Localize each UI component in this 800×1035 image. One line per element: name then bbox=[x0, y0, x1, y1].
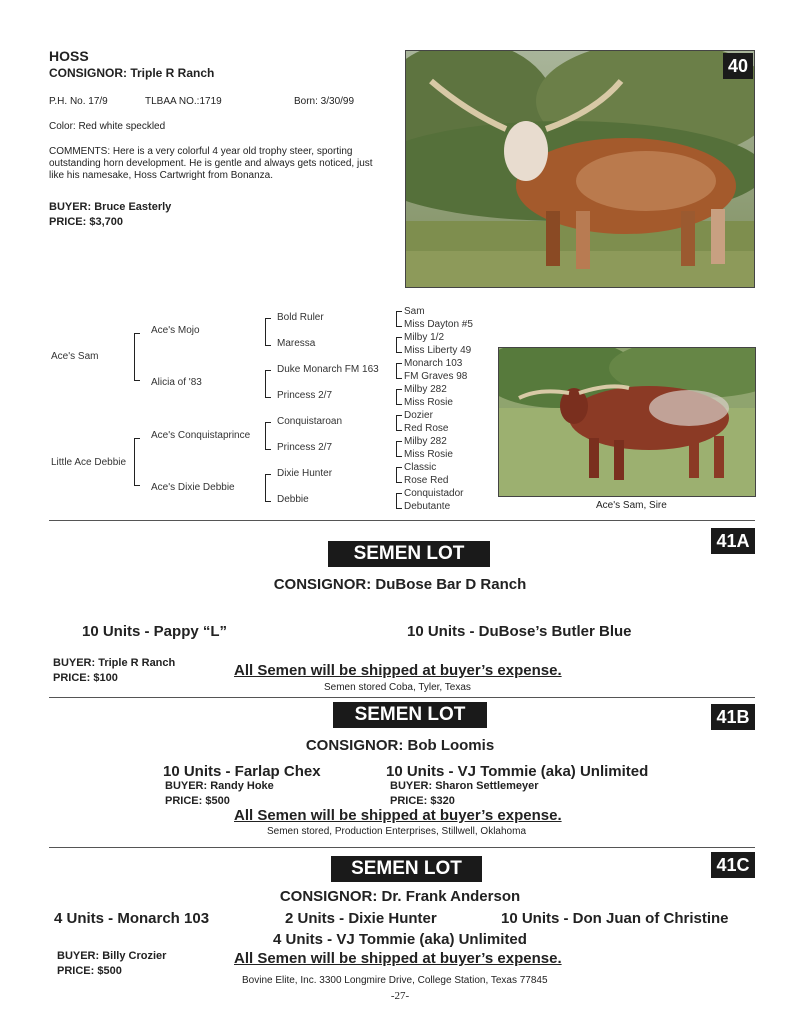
lot-number-badge: 40 bbox=[723, 53, 753, 79]
color-line: Color: Red white speckled bbox=[49, 121, 166, 132]
page-number: -27- bbox=[390, 990, 410, 1002]
pedigree-gen3: Debbie bbox=[277, 494, 309, 505]
semen-item: 10 Units - Don Juan of Christine bbox=[501, 910, 729, 927]
pedigree-gen3: Bold Ruler bbox=[277, 312, 324, 323]
shipping-note: All Semen will be shipped at buyer’s expense. bbox=[234, 807, 562, 824]
storage-note: Bovine Elite, Inc. 3300 Longmire Drive, College Station, Texas 77845 bbox=[242, 975, 548, 986]
pedigree-gen3: Princess 2/7 bbox=[277, 442, 333, 453]
shipping-note: All Semen will be shipped at buyer’s expense. bbox=[234, 950, 562, 967]
buyer: BUYER: Triple R Ranch bbox=[53, 657, 176, 669]
pedigree-bracket bbox=[265, 318, 271, 346]
shipping-note: All Semen will be shipped at buyer’s expense. bbox=[234, 662, 562, 679]
pedigree-gen2: Alicia of '83 bbox=[151, 377, 202, 388]
lot-consignor: CONSIGNOR: DuBose Bar D Ranch bbox=[273, 576, 527, 593]
ph-number: P.H. No. 17/9 bbox=[49, 96, 108, 107]
pedigree-bracket bbox=[396, 389, 402, 405]
pedigree-gen3: Conquistaroan bbox=[277, 416, 343, 427]
lot-consignor: CONSIGNOR: Dr. Frank Anderson bbox=[279, 888, 521, 905]
semen-item: 10 Units - VJ Tommie (aka) Unlimited bbox=[386, 763, 649, 780]
storage-note: Semen stored, Production Enterprises, Stillwell, Oklahoma bbox=[267, 826, 527, 837]
pedigree-gen3: Princess 2/7 bbox=[277, 390, 333, 401]
pedigree-bracket bbox=[396, 311, 402, 327]
comments-line: outstanding horn development. He is gentle and always gets noticed, just bbox=[49, 158, 373, 169]
storage-note: Semen stored Coba, Tyler, Texas bbox=[324, 682, 471, 693]
pedigree-gen4: Milby 282 bbox=[404, 384, 447, 395]
pedigree-gen4: Classic bbox=[404, 462, 437, 473]
pedigree-gen4: Conquistador bbox=[404, 488, 464, 499]
price: PRICE: $320 bbox=[390, 795, 455, 807]
sire-caption: Ace's Sam, Sire bbox=[596, 500, 667, 511]
semen-lot-title: SEMEN LOT bbox=[331, 856, 482, 882]
pedigree-gen4: Miss Rosie bbox=[404, 449, 453, 460]
pedigree-bracket bbox=[134, 333, 140, 381]
buyer: BUYER: Billy Crozier bbox=[57, 950, 167, 962]
pedigree-gen4: Miss Dayton #5 bbox=[404, 319, 473, 330]
comments-line: COMMENTS: Here is a very colorful 4 year old trophy steer, sporting bbox=[49, 146, 353, 157]
comments-line: like his namesake, Hoss Cartwright from Bonanza. bbox=[49, 170, 273, 181]
semen-item: 10 Units - DuBose’s Butler Blue bbox=[407, 623, 632, 640]
buyer: BUYER: Bruce Easterly bbox=[49, 201, 172, 213]
pedigree-gen4: FM Graves 98 bbox=[404, 371, 468, 382]
pedigree-gen2: Ace's Mojo bbox=[151, 325, 200, 336]
pedigree-bracket bbox=[265, 370, 271, 398]
pedigree-gen4: Red Rose bbox=[404, 423, 449, 434]
pedigree-gen4: Dozier bbox=[404, 410, 433, 421]
pedigree-gen4: Monarch 103 bbox=[404, 358, 463, 369]
buyer: BUYER: Sharon Settlemeyer bbox=[390, 780, 539, 792]
pedigree-gen2: Ace's Conquistaprince bbox=[151, 430, 251, 441]
divider bbox=[49, 697, 755, 698]
lot-name: HOSS bbox=[49, 48, 89, 64]
pedigree-bracket bbox=[396, 467, 402, 483]
lot-consignor: CONSIGNOR: Bob Loomis bbox=[305, 737, 495, 754]
steer-photo bbox=[405, 50, 755, 288]
lot-number-badge: 41B bbox=[711, 704, 755, 730]
pedigree-dam: Little Ace Debbie bbox=[51, 457, 127, 468]
pedigree-gen4: Debutante bbox=[404, 501, 451, 512]
semen-item: 10 Units - Pappy “L” bbox=[82, 623, 228, 640]
pedigree-gen3: Duke Monarch FM 163 bbox=[277, 364, 379, 375]
born-date: Born: 3/30/99 bbox=[294, 96, 355, 107]
pedigree-gen4: Rose Red bbox=[404, 475, 449, 486]
pedigree-gen4: Miss Liberty 49 bbox=[404, 345, 472, 356]
semen-lot-title: SEMEN LOT bbox=[328, 541, 490, 567]
sire-photo bbox=[498, 347, 756, 497]
pedigree-bracket bbox=[396, 337, 402, 353]
price: PRICE: $100 bbox=[53, 672, 118, 684]
pedigree-gen4: Milby 1/2 bbox=[404, 332, 445, 343]
pedigree-bracket bbox=[396, 441, 402, 457]
pedigree-gen3: Maressa bbox=[277, 338, 316, 349]
pedigree-gen4: Sam bbox=[404, 306, 425, 317]
divider bbox=[49, 847, 755, 848]
pedigree-bracket bbox=[396, 363, 402, 379]
buyer: BUYER: Randy Hoke bbox=[165, 780, 274, 792]
lot-consignor: CONSIGNOR: Triple R Ranch bbox=[49, 66, 215, 80]
pedigree-bracket bbox=[265, 474, 271, 502]
pedigree-gen4: Miss Rosie bbox=[404, 397, 453, 408]
lot-number-badge: 41C bbox=[711, 852, 755, 878]
pedigree-bracket bbox=[396, 493, 402, 509]
tlbaa-number: TLBAA NO.:1719 bbox=[145, 96, 222, 107]
comments bbox=[49, 146, 373, 182]
pedigree-bracket bbox=[396, 415, 402, 431]
pedigree-sire: Ace's Sam bbox=[51, 351, 99, 362]
price: PRICE: $500 bbox=[57, 965, 122, 977]
semen-lot-title: SEMEN LOT bbox=[333, 702, 487, 728]
semen-item: 2 Units - Dixie Hunter bbox=[285, 910, 437, 927]
pedigree-gen4: Milby 282 bbox=[404, 436, 447, 447]
divider bbox=[49, 520, 755, 521]
pedigree-bracket bbox=[134, 438, 140, 486]
semen-item: 10 Units - Farlap Chex bbox=[163, 763, 321, 780]
semen-item: 4 Units - Monarch 103 bbox=[54, 910, 210, 927]
price: PRICE: $3,700 bbox=[49, 216, 123, 228]
pedigree-gen2: Ace's Dixie Debbie bbox=[151, 482, 235, 493]
pedigree-gen3: Dixie Hunter bbox=[277, 468, 333, 479]
pedigree-bracket bbox=[265, 422, 271, 450]
lot-number-badge: 41A bbox=[711, 528, 755, 554]
price: PRICE: $500 bbox=[165, 795, 230, 807]
semen-item: 4 Units - VJ Tommie (aka) Unlimited bbox=[273, 931, 527, 948]
